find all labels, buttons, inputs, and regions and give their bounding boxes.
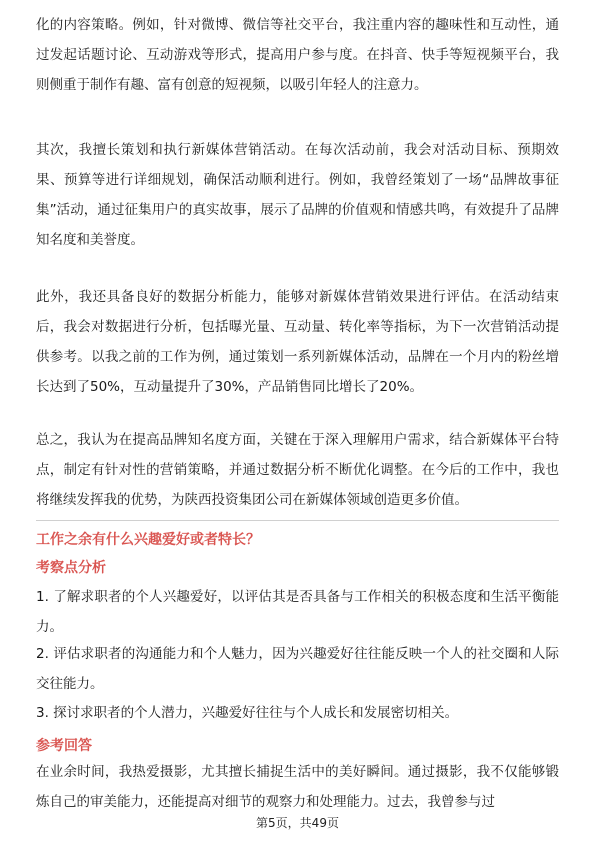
analysis-heading: 考察点分析 [36,560,106,576]
analysis-point-3: 3. 探讨求职者的个人潜力，兴趣爱好往往与个人成长和发展密切相关。 [36,705,459,721]
analysis-point-1: 1. 了解求职者的个人兴趣爱好，以评估其是否具备与工作相关的积极态度和生活平衡能力。 [36,589,559,635]
answer-heading: 参考回答 [36,738,92,754]
paragraph-content-strategy: 化的内容策略。例如，针对微博、微信等社交平台，我注重内容的趣味性和互动性，通过发起话题讨论、互动游戏等形式，提高用户参与度。在抖音、快手等短视频平台，我则侧重于制作有趣、富有创意的短视频，以吸引年轻人的注意力。 [36,17,559,93]
paragraph-conclusion: 总之，我认为在提高品牌知名度方面，关键在于深入理解用户需求，结合新媒体平台特点，制定有针对性的营销策略，并通过数据分析不断优化调整。在今后的工作中，我也将继续发挥我的优势，为陕西投资集团公司在新媒体领域创造更多价值。 [36,432,559,508]
paragraph-data-analysis: 此外，我还具备良好的数据分析能力，能够对新媒体营销效果进行评估。在活动结束后，我会对数据进行分析，包括曝光量、互动量、转化率等指标，为下一次营销活动提供参考。以我之前的工作为例，通过策划一系列新媒体活动，品牌在一个月内的粉丝增长达到了50%，互动量提升了30%，产品销售同比增长了20%。 [36,289,559,395]
answer-paragraph: 在业余时间，我热爱摄影，尤其擅长捕捉生活中的美好瞬间。通过摄影，我不仅能够锻炼自己的审美能力，还能提高对细节的观察力和处理能力。过去，我曾参与过 [36,764,559,810]
analysis-point-2: 2. 评估求职者的沟通能力和个人魅力，因为兴趣爱好往往能反映一个人的社交圈和人际交往能力。 [36,646,559,692]
page-footer: 第5页，共49页 [256,816,339,830]
section-divider [36,520,559,521]
interview-question: 工作之余有什么兴趣爱好或者特长？ [36,532,260,548]
paragraph-campaign-planning: 其次，我擅长策划和执行新媒体营销活动。在每次活动前，我会对活动目标、预期效果、预算等进行详细规划，确保活动顺利进行。例如，我曾经策划了一场“品牌故事征集”活动，通过征集用户的真实故事，展示了品牌的价值观和情感共鸣，有效提升了品牌知名度和美誉度。 [36,142,559,248]
